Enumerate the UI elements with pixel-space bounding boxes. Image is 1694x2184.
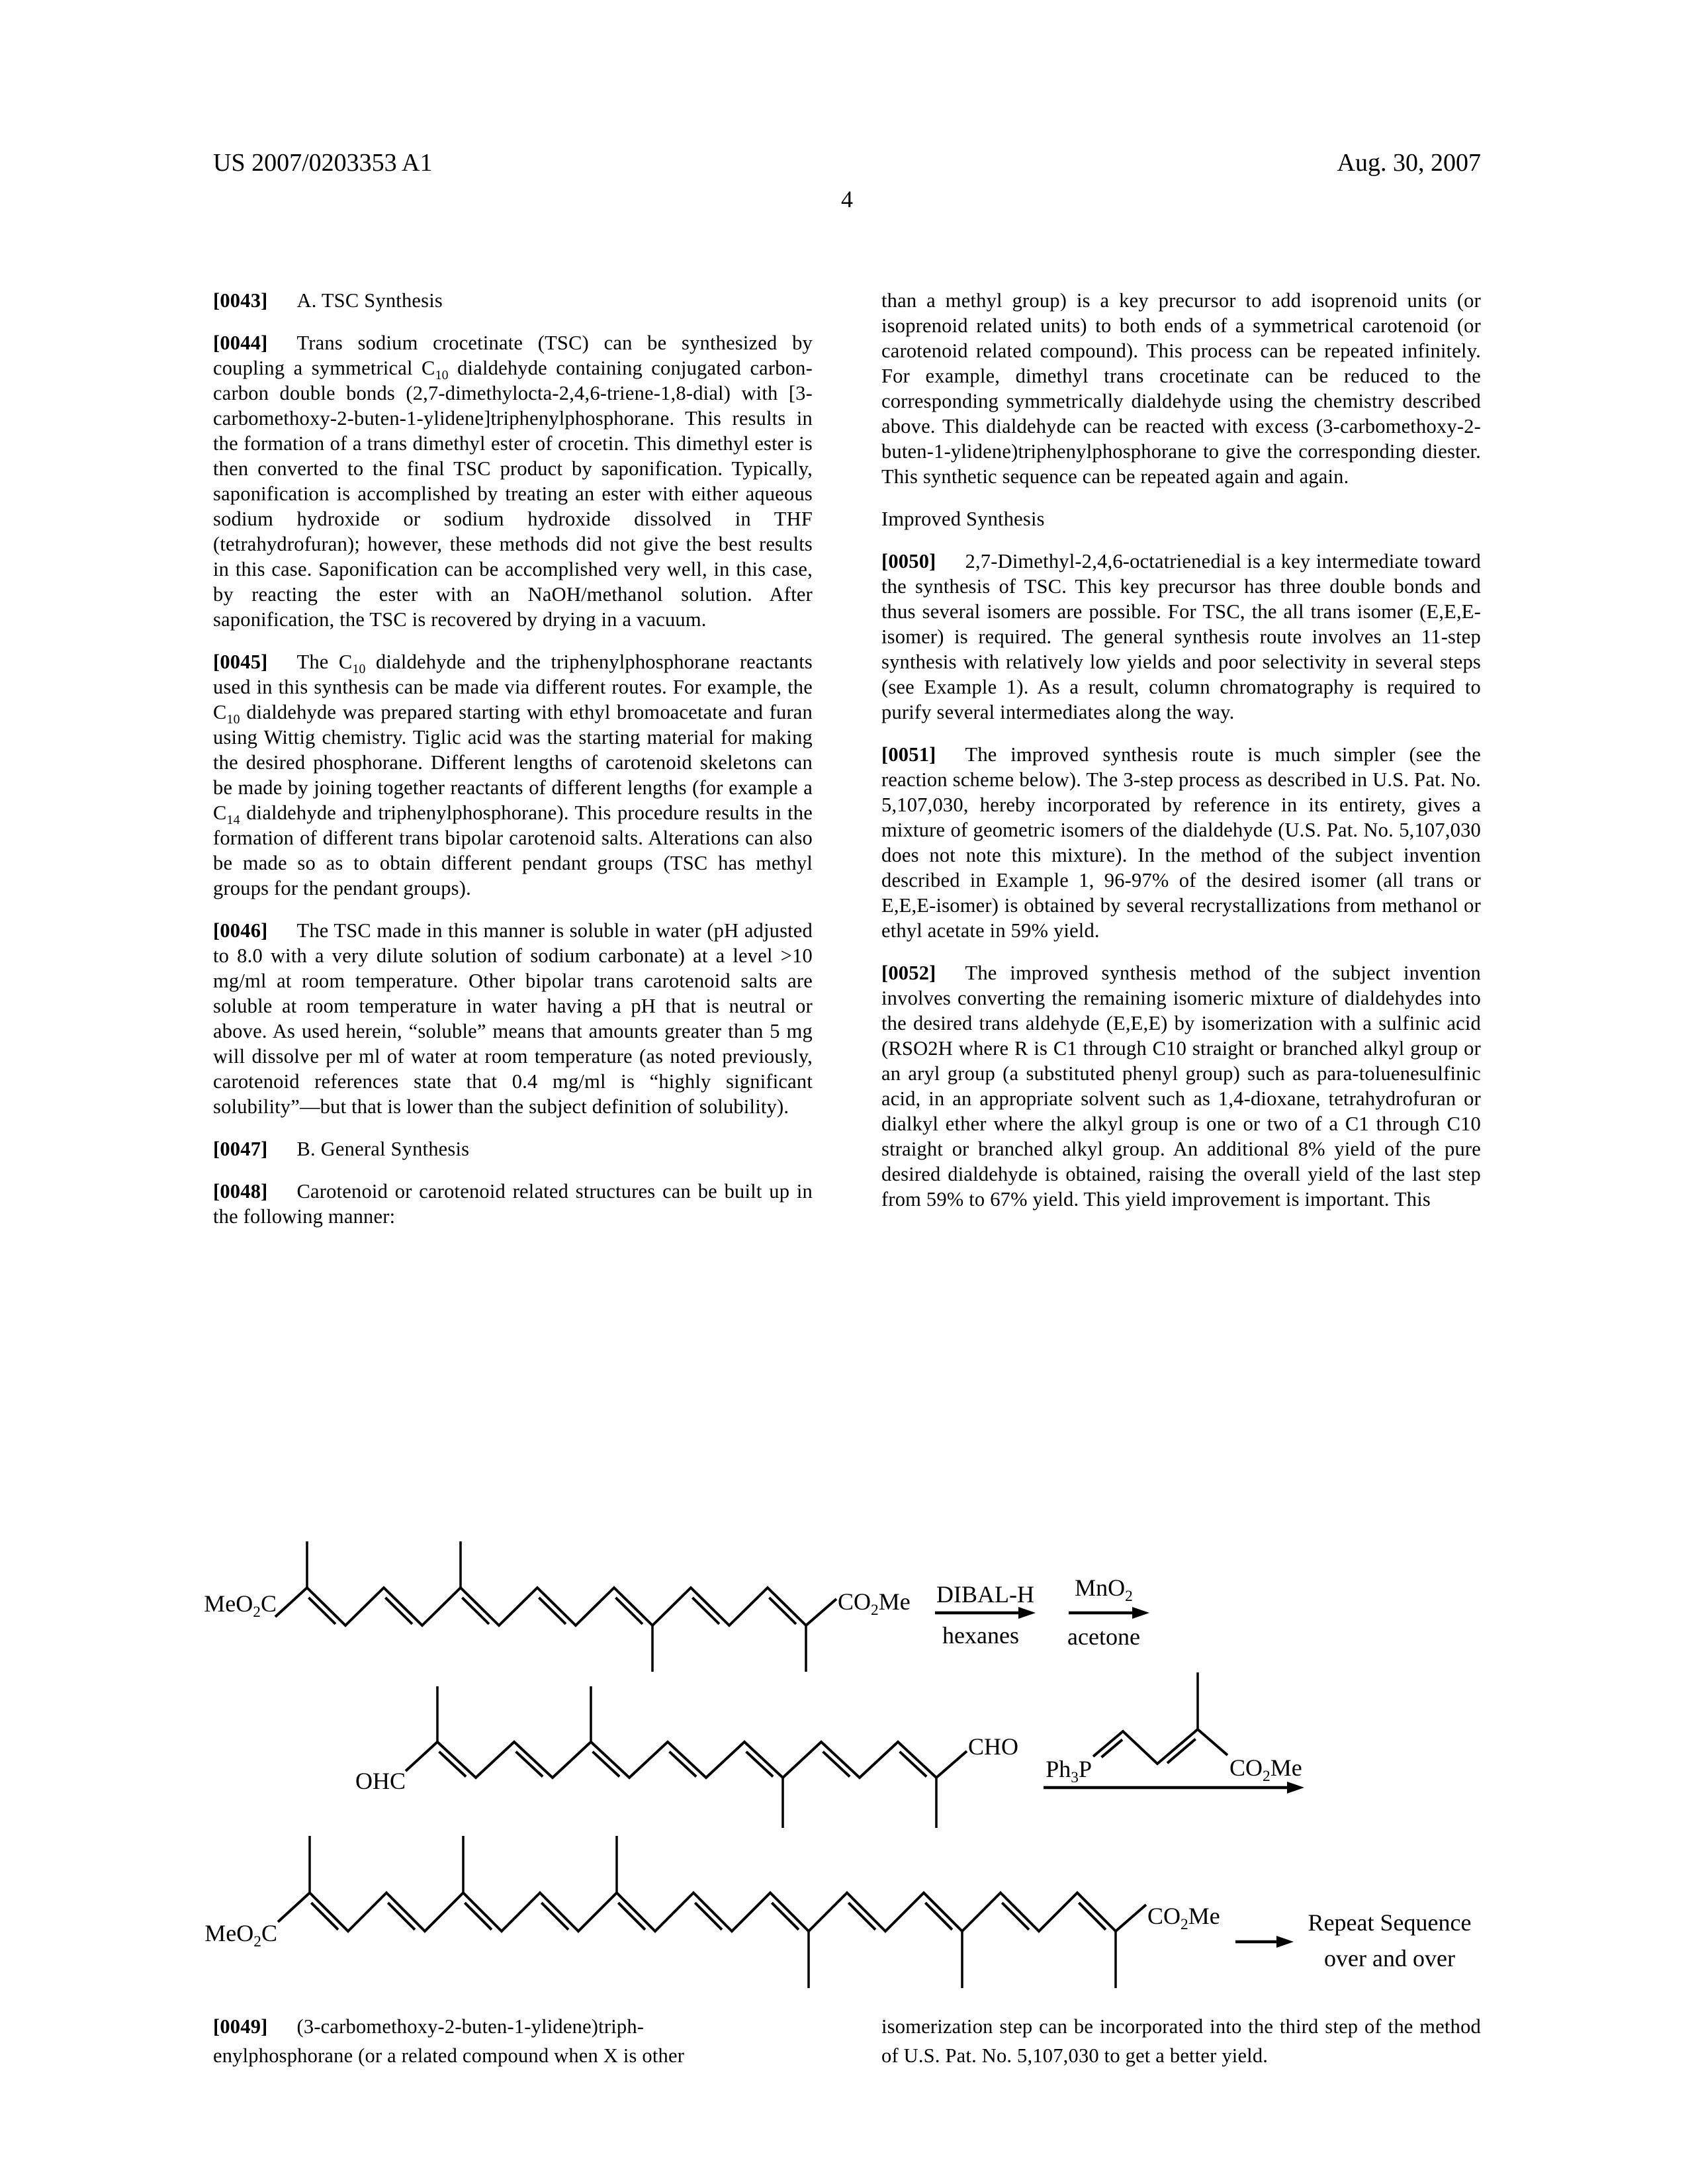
paragraph-number: [0050] <box>881 550 936 572</box>
paragraph-number: [0044] <box>213 332 268 354</box>
label-meo2c-structure3: MeO$_2$C <box>204 1920 277 1951</box>
paragraph-0046 <box>213 918 813 1119</box>
section-heading-improved-synthesis: Improved Synthesis <box>881 508 1045 530</box>
paragraph-text: B. General Synthesis <box>296 1138 470 1160</box>
label-cho-structure2: CHO <box>968 1733 1019 1760</box>
label-solvent-hexanes: hexanes <box>942 1622 1019 1649</box>
left-column <box>213 288 813 1246</box>
label-co2me-structure3: $CO_2Me$ <box>1147 1903 1220 1934</box>
paragraph-0052 <box>881 960 1481 1212</box>
paragraph-bottom-right: isomerization step can be incorporated into the third step of the method of U.S. Pat. No. 5,107,030 to get a better yield. <box>881 2015 1481 2067</box>
label-ohc-structure2: OHC <box>355 1768 406 1794</box>
label-reagent-dibal-h: DIBAL-H <box>936 1581 1034 1608</box>
reaction-scheme <box>0 1509 1694 1999</box>
label-co2me-reagent: $CO_2Me$ <box>1229 1754 1302 1786</box>
paragraph-text: (3-carbomethoxy-2-buten-1-ylidene)triph- <box>296 2015 645 2038</box>
paragraph-text: The improved synthesis route is much simpler (see the reaction scheme below). The 3-step process as described in U.S. Pat. No. 5,107,030, hereby incorporated by reference in its entirety, gives a mixture of geometric isomers of the dialdehyde (U.S. Pat. No. 5,107,030 does not note this mixture). In the method of the subject invention described in Example 1, 96-97% of the desired isomer (all trans or E,E,E-isomer) is obtained by several recrystallizations from methanol or ethyl acetate in 59% yield. <box>881 743 1481 942</box>
paragraph-0049 <box>213 2012 813 2070</box>
paragraph-number: [0043] <box>213 289 268 312</box>
label-reagent-mno2: MnO$_2$ <box>1075 1574 1133 1606</box>
paragraph-number: [0048] <box>213 1180 268 1203</box>
paragraph-0047 <box>213 1136 813 1161</box>
paragraph-text: Trans sodium crocetinate (TSC) can be synthesized by coupling a symmetrical $C_{10}$ dialdehyde containing conjugated carbon-carbon double bonds (2,7-dimethylocta-2,4,6-triene-1,8-dial) with [3-carbomethoxy-2-buten-1-ylidene]triphenylphosphorane. This results in the formation of a trans dimethyl ester of crocetin. This dimethyl ester is then converted to the final TSC product by saponification. Typically, saponification is accomplished by treating an ester with either aqueous sodium hydroxide or sodium hydroxide dissolved in THF (tetrahydrofuran); however, these methods did not give the best results in this case. Saponification can be accomplished very well, in this case, by reacting the ester with an NaOH/methanol solution. After saponification, the TSC is recovered by drying in a vacuum. <box>213 332 813 631</box>
header-date: Aug. 30, 2007 <box>1337 149 1481 177</box>
paragraph-number: [0049] <box>213 2015 268 2038</box>
paragraph-0044 <box>213 330 813 632</box>
publication-number: US 2007/0203353 A1 <box>213 149 433 177</box>
paragraph-number: [0047] <box>213 1138 268 1160</box>
paragraph-number: [0052] <box>881 962 936 984</box>
paragraph-number: [0045] <box>213 651 268 673</box>
label-repeat-sequence-line1: Repeat Sequence <box>1308 1909 1472 1936</box>
paragraph-0043 <box>213 288 813 313</box>
paragraph-text: The TSC made in this manner is soluble in water (pH adjusted to 8.0 with a very dilute solution of sodium carbonate) at a level >10 mg/ml at room temperature. Other bipolar trans carotenoid salts are soluble at room temperature in water having a pH that is neutral or above. As used herein, “soluble” means that amounts greater than 5 mg will dissolve per ml of water at room temperature (as noted previously, carotenoid references state that 0.4 mg/ml is “highly significant solubility”—but that is lower than the subject definition of solubility). <box>213 919 813 1118</box>
paragraph-0051 <box>881 742 1481 943</box>
paragraph-0050 <box>881 549 1481 725</box>
label-repeat-sequence-line2: over and over <box>1324 1945 1455 1972</box>
paragraph-number: [0046] <box>213 919 268 942</box>
paragraph-0049-line2: enylphosphorane (or a related compound when X is other <box>213 2044 685 2067</box>
paragraph-0048 <box>213 1179 813 1229</box>
label-co2me-structure1: $CO_2Me$ <box>838 1588 911 1619</box>
paragraph-text: A. TSC Synthesis <box>296 289 443 312</box>
paragraph-continuation: than a methyl group) is a key precursor to add isoprenoid units (or isoprenoid related units) to both ends of a symmetrical carotenoid (or carotenoid related compound). This process can be repeated infinitely. For example, dimethyl trans crocetinate can be reduced to the corresponding symmetrically dialdehyde using the chemistry described above. This dialdehyde can be reacted with excess (3-carbomethoxy-2-buten-1-ylidene)triphenylphosphorane to give the corresponding diester. This synthetic sequence can be repeated again and again. <box>881 289 1481 488</box>
label-solvent-acetone: acetone <box>1067 1623 1140 1650</box>
paragraph-text: The $C_{10}$ dialdehyde and the triphenylphosphorane reactants used in this synthesis can be made via different routes. For example, the $C_{10}$ dialdehyde was prepared starting with ethyl bromoacetate and furan using Wittig chemistry. Tiglic acid was the starting material for making the desired phosphorane. Different lengths of carotenoid skeletons can be made by joining together reactants of different lengths (for example a $C_{14}$ dialdehyde and triphenylphosphorane). This procedure results in the formation of different trans bipolar carotenoid salts. Alterations can also be made so as to obtain different pendant groups (TSC has methyl groups for the pendant groups). <box>213 651 813 899</box>
page-number: 4 <box>841 186 853 212</box>
paragraph-number: [0051] <box>881 743 936 766</box>
paragraph-0045 <box>213 649 813 901</box>
paragraph-text: 2,7-Dimethyl-2,4,6-octatrienedial is a key intermediate toward the synthesis of TSC. This key precursor has three double bonds and thus several isomers are possible. For TSC, the all trans isomer (E,E,E-isomer) is required. The general synthesis route involves an 11-step synthesis with relatively low yields and poor selectivity in several steps (see Example 1). As a result, column chromatography is required to purify several intermediates along the way. <box>881 550 1481 723</box>
right-column <box>881 288 1481 1229</box>
label-ph3p-reagent: $Ph_3P$ <box>1046 1756 1092 1787</box>
paragraph-text: Carotenoid or carotenoid related structures can be built up in the following manner: <box>213 1180 813 1228</box>
label-meo2c-structure1: MeO$_2$C <box>204 1590 277 1621</box>
paragraph-text: The improved synthesis method of the subject invention involves converting the remaining isomeric mixture of dialdehydes into the desired trans aldehyde (E,E,E) by isomerization with a sulfinic acid (RSO2H where R is C1 through C10 straight or branched alkyl group or an aryl group (a substituted phenyl group) such as para-toluenesulfinic acid, in an appropriate solvent such as 1,4-dioxane, tetrahydrofuran or dialkyl ether where the alkyl group is one or two of a C1 through C10 straight or branched alkyl group. An additional 8% yield of the pure desired dialdehyde is obtained, raising the overall yield of the last step from 59% to 67% yield. This yield improvement is important. This <box>881 962 1481 1210</box>
paragraph-0049-line1 <box>213 2012 813 2041</box>
